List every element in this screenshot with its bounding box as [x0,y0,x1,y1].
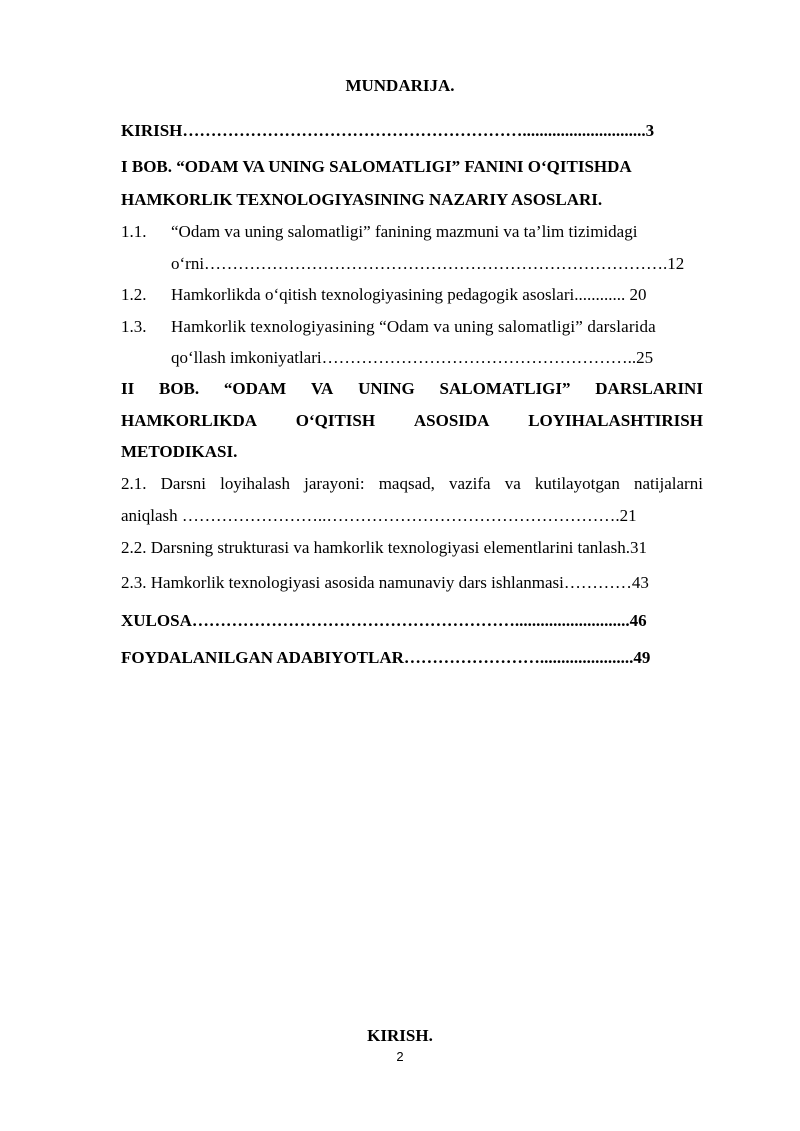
word: vazifa [449,474,491,493]
word: DARSLARINI [595,379,703,398]
next-section-heading: KIRISH. [367,1026,433,1045]
toc-section-1-3-line-1: Hamkorlik texnologiyasining “Odam va uning salomatligi” darslarida [171,317,656,336]
toc-entry-kirish: KIRISH…………………………………………………….............................3 [121,121,655,140]
word: ASOSIDA [413,411,490,430]
word: va [504,474,521,493]
page-number: 2 [396,1049,404,1064]
toc-chapter-1-line-1: I BOB. “ODAM VA UNING SALOMATLIGI” FANINI O‘QITISHDA [121,157,632,176]
toc-section-1-3-line-2: qo‘llash imkoniyatlari………………………………………………..25 [171,348,654,367]
toc-section-2-1-line-2: aniqlash ……………………..…………………………………………….21 [121,506,637,525]
word: 2.1. [121,474,147,493]
word: “ODAM [223,379,287,398]
word: II [121,379,135,398]
word: loyihalash [220,474,290,493]
word: BOB. [158,379,200,398]
toc-chapter-2-line-2 [121,410,703,432]
toc-chapter-2-line-1 [121,378,703,400]
word: SALOMATLIGI” [439,379,571,398]
toc-section-number: 1.3. [121,317,147,336]
toc-section-2-3: 2.3. Hamkorlik texnologiyasi asosida namunaviy dars ishlanmasi…………43 [121,573,649,592]
toc-title: MUNDARIJA. [345,76,455,95]
toc-section-1-1-line-1: “Odam va uning salomatligi” fanining mazmuni va ta’lim tizimidagi [171,222,638,241]
toc-section-number: 1.2. [121,285,147,304]
word: O‘QITISH [295,411,376,430]
toc-chapter-1-line-2: HAMKORLIK TEXNOLOGIYASINING NAZARIY ASOSLARI. [121,190,603,209]
word: Darsni [160,474,206,493]
toc-entry-xulosa: XULOSA…………………………………………………...........................46 [121,611,647,630]
word: LOYIHALASHTIRISH [528,411,703,430]
toc-section-2-2: 2.2. Darsning strukturasi va hamkorlik texnologiyasi elementlarini tanlash.31 [121,538,647,557]
word: kutilayotgan [534,474,620,493]
toc-section-number: 1.1. [121,222,147,241]
toc-section-2-1-line-1 [121,473,703,495]
word: maqsad, [378,474,435,493]
word: jarayoni: [304,474,365,493]
word: HAMKORLIKDA [121,411,257,430]
word: natijalarni [634,474,703,493]
toc-section-1-1-line-2: o‘rni……………………………………………………………………….12 [171,254,685,273]
word: VA [310,379,334,398]
toc-section-1-2: Hamkorlikda o‘qitish texnologiyasining pedagogik asoslari............ 20 [171,285,647,304]
word: UNING [358,379,415,398]
toc-chapter-2-line-3: METODIKASI. [121,442,238,461]
toc-entry-adabiyotlar: FOYDALANILGAN ADABIYOTLAR……………………......................49 [121,648,651,667]
